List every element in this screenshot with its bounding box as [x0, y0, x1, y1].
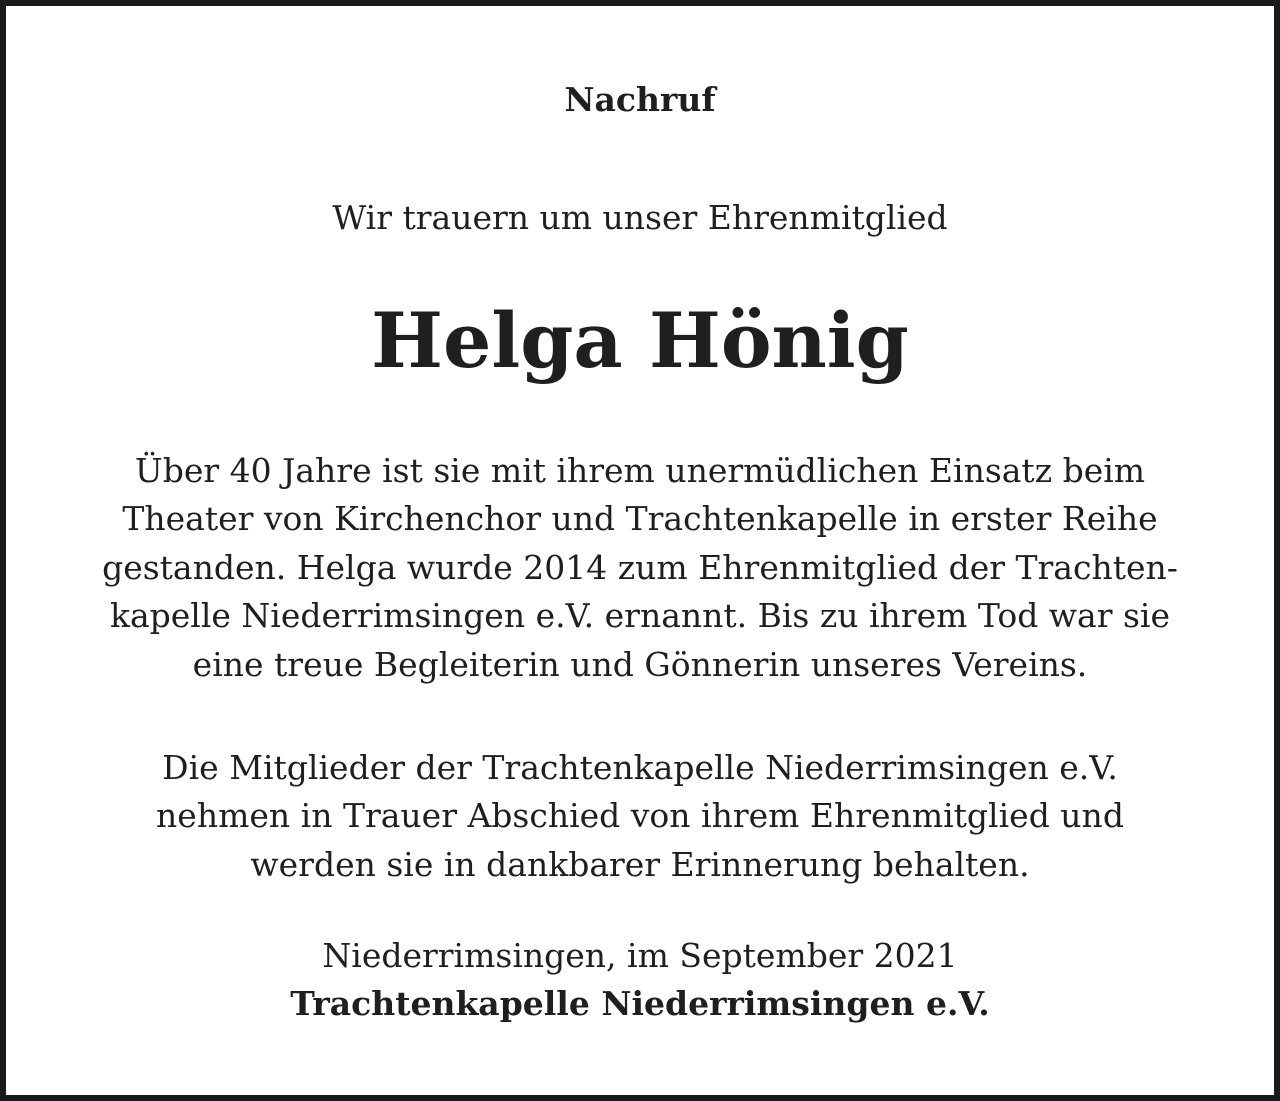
organization-signature: Trachtenkapelle Niederrimsingen e.V.: [290, 984, 990, 1023]
farewell-line: nehmen in Trauer Abschied von ihrem Ehrenmitglied und: [156, 796, 1124, 836]
tribute-line: gestanden. Helga wurde 2014 zum Ehrenmitglied der Trachten-: [102, 547, 1178, 587]
notice-intro: Wir trauern um unser Ehrenmitglied: [332, 198, 948, 237]
deceased-name: Helga Hönig: [371, 296, 909, 385]
notice-heading: Nachruf: [564, 80, 716, 119]
farewell-paragraph: [6, 744, 1274, 889]
tribute-line: Über 40 Jahre ist sie mit ihrem unermüdlichen Einsatz beim: [134, 451, 1146, 490]
place-date: Niederrimsingen, im September 2021: [322, 936, 958, 975]
farewell-line: Die Mitglieder der Trachtenkapelle Niederrimsingen e.V.: [162, 748, 1118, 787]
farewell-line: werden sie in dankbarer Erinnerung behalten.: [250, 844, 1030, 884]
tribute-line: eine treue Begleiterin und Gönnerin unseres Vereins.: [192, 644, 1088, 684]
tribute-line: kapelle Niederrimsingen e.V. ernannt. Bis zu ihrem Tod war sie: [109, 596, 1171, 636]
tribute-line: Theater von Kirchenchor und Trachtenkapelle in erster Reihe: [122, 499, 1158, 539]
tribute-paragraph: [6, 447, 1274, 689]
